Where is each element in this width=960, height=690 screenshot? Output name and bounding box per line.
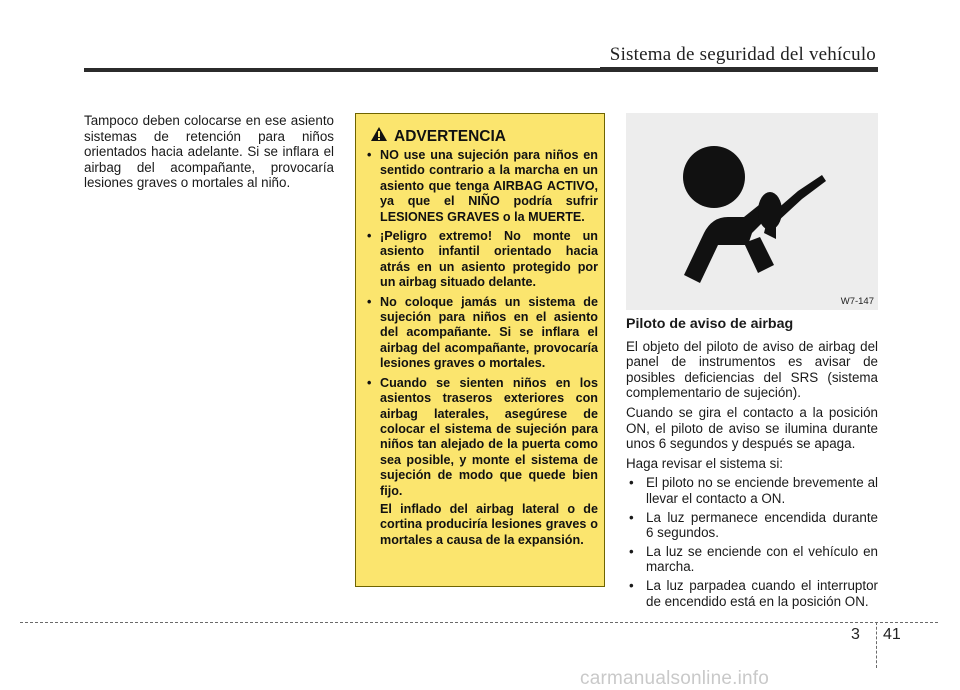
- watermark: carmanualsonline.info: [580, 668, 770, 689]
- warning-triangle-icon: [370, 126, 388, 147]
- warning-list: [366, 148, 598, 548]
- bullet-icon: •: [629, 577, 634, 593]
- warning-item: • ¡Peligro extremo! No monte un asiento infantil orientado hacia atrás en un asiento protegido por un airbag situado delante.: [367, 229, 598, 290]
- paragraph: Cuando se gira el contacto a la posición ON, el piloto de aviso se ilumina durante unos 6 segundos y después se apaga.: [626, 404, 878, 452]
- bullet-icon: •: [367, 294, 372, 309]
- paragraph: Haga revisar el sistema si:: [626, 455, 784, 471]
- bullet-icon: •: [629, 509, 634, 525]
- page-number: 41: [883, 626, 901, 643]
- paragraph: El objeto del piloto de aviso de airbag del panel de instrumentos es avisar de posibles deficiencias del SRS (sistema complementario de sujeción).: [626, 338, 878, 401]
- airbag-warning-icon: [626, 113, 878, 310]
- warning-item: • No coloque jamás un sistema de sujeción para niños en el asiento del acompañante. Si se inflara el airbag del acompañante, provocaría lesiones graves o mortales.: [367, 294, 598, 371]
- chapter-number: 3: [851, 626, 860, 643]
- list-item: • El piloto no se enciende brevemente al llevar el contacto a ON.: [629, 475, 878, 506]
- warning-item: • NO use una sujeción para niños en sentido contrario a la marcha en un asiento que tenga AIRBAG ACTIVO, ya que el NIÑO podría sufrir LESIONES GRAVES o la MUERTE.: [367, 148, 598, 224]
- left-column-paragraph: Tampoco deben colocarse en ese asiento sistemas de retención para niños orientados hacia adelante. Si se inflara el airbag del acompañante, provocaría lesiones graves o mortales al niño.: [84, 113, 334, 191]
- header-rule-accent: [600, 67, 878, 72]
- bullet-icon: •: [629, 543, 634, 559]
- warning-box: [355, 113, 605, 587]
- list-item: • La luz permanece encendida durante 6 segundos.: [629, 509, 878, 541]
- warning-header: [370, 126, 506, 147]
- footer-rule: [20, 622, 938, 623]
- airbag-figure: [626, 113, 878, 310]
- warning-item: • Cuando se sienten niños en los asientos traseros exteriores con airbag laterales, asegúrese de colocar el sistema de sujeción para niños tan alejado de la puerta como sea posible, y monte el sistema de sujeción de modo que quede bien fijo.: [367, 375, 598, 498]
- page-header-title: Sistema de seguridad del vehículo: [609, 44, 876, 65]
- right-column: [626, 317, 878, 612]
- figure-code: W7-147: [840, 296, 874, 307]
- warning-extra-paragraph: El inflado del airbag lateral o de cortina produciría lesiones graves o mortales a causa de la expansión.: [380, 501, 598, 547]
- section-title: Piloto de aviso de airbag: [626, 316, 794, 332]
- bullet-icon: •: [367, 229, 372, 244]
- bullet-icon: •: [629, 475, 634, 491]
- list-item: • La luz se enciende con el vehículo en marcha.: [629, 543, 878, 575]
- bullet-icon: •: [367, 375, 372, 390]
- footer-divider: [876, 622, 877, 668]
- list-item: • La luz parpadea cuando el interruptor de encendido está en la posición ON.: [629, 577, 878, 609]
- warning-title: ADVERTENCIA: [394, 127, 506, 145]
- bullet-icon: •: [367, 148, 372, 162]
